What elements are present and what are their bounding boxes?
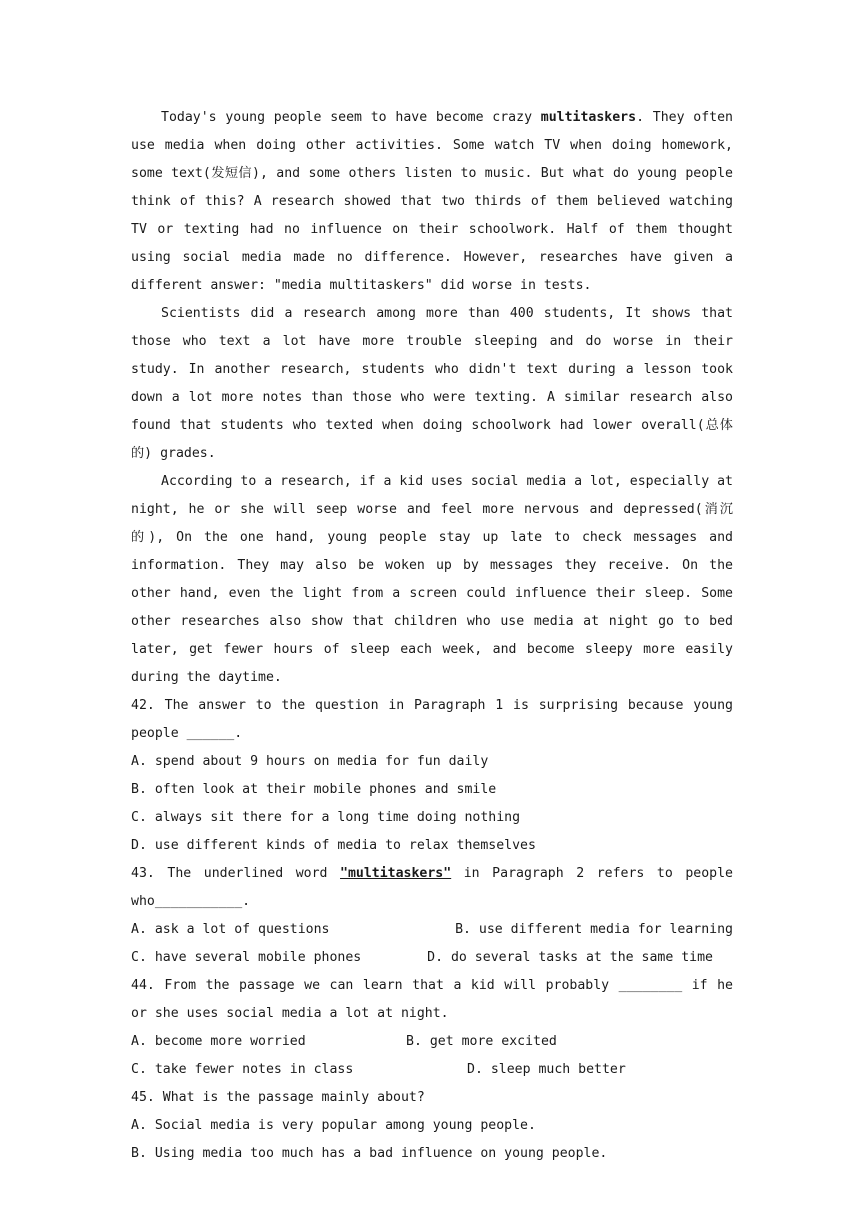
question-45-stem: 45. What is the passage mainly about?	[131, 1090, 425, 1105]
question-text: in Paragraph 2 refers to people who___________.	[131, 866, 733, 909]
question-42-option-a: A. spend about 9 hours on media for fun daily	[131, 754, 489, 769]
underlined-word: "multitaskers"	[340, 866, 452, 881]
question-42-option-c: C. always sit there for a long time doing nothing	[131, 810, 521, 825]
document-page	[131, 104, 733, 1168]
question-43-option-c: C. have several mobile phones	[131, 950, 362, 965]
question-43-option-a: A. ask a lot of questions	[131, 922, 330, 937]
question-44-option-c: C. take fewer notes in class	[131, 1062, 354, 1077]
question-text: 43. The underlined word	[131, 866, 341, 881]
question-43-options-row-2	[131, 944, 733, 972]
passage-text: . They often use media when doing other activities. Some watch TV when doing homework, some text(发短信), and some others listen to music. But what do young people think of this? A research showed that two thirds of them believed watching TV or texting had no influence on their schoolwork. Half of them thought using social media made no difference. However, researches have given a different answer: "media multitaskers" did worse in tests.	[131, 110, 733, 293]
passage-paragraph-3: According to a research, if a kid uses social media a lot, especially at night, he or she will seep worse and feel more nervous and depressed(消沉的), On the one hand, young people stay up late to check messages and information. They may also be woken up by messages they receive. On the other hand, even the light from a screen could influence their sleep. Some other researches also show that children who use media at night go to bed later, get fewer hours of sleep each week, and become sleepy more easily during the daytime.	[131, 474, 733, 685]
question-42-stem: 42. The answer to the question in Paragraph 1 is surprising because young people ______.	[131, 698, 733, 741]
question-45-option-a: A. Social media is very popular among young people.	[131, 1118, 536, 1133]
question-43-option-b: B. use different media for learning	[455, 922, 733, 937]
question-44-options-row-2	[131, 1056, 733, 1084]
passage-text: Today's young people seem to have become crazy	[161, 110, 541, 125]
question-44-options-row-1	[131, 1028, 733, 1056]
passage-paragraph-1	[131, 104, 733, 300]
question-42-option-d: D. use different kinds of media to relax themselves	[131, 838, 536, 853]
question-43-stem	[131, 860, 733, 916]
question-44-stem: 44. From the passage we can learn that a kid will probably ________ if he or she uses social media a lot at night.	[131, 978, 733, 1021]
question-45-option-b: B. Using media too much has a bad influence on young people.	[131, 1146, 608, 1161]
question-43-option-d: D. do several tasks at the same time	[427, 950, 713, 965]
question-44-option-d: D. sleep much better	[467, 1062, 626, 1077]
question-42-option-b: B. often look at their mobile phones and smile	[131, 782, 497, 797]
passage-paragraph-2: Scientists did a research among more than 400 students, It shows that those who text a lot have more trouble sleeping and do worse in their study. In another research, students who didn't text during a lesson took down a lot more notes than those who were texting. A similar research also found that students who texted when doing schoolwork had lower overall(总体的) grades.	[131, 306, 733, 461]
keyword-multitaskers: multitaskers	[540, 110, 637, 125]
question-44-option-b: B. get more excited	[406, 1034, 557, 1049]
question-43-options-row-1	[131, 916, 733, 944]
question-44-option-a: A. become more worried	[131, 1034, 306, 1049]
